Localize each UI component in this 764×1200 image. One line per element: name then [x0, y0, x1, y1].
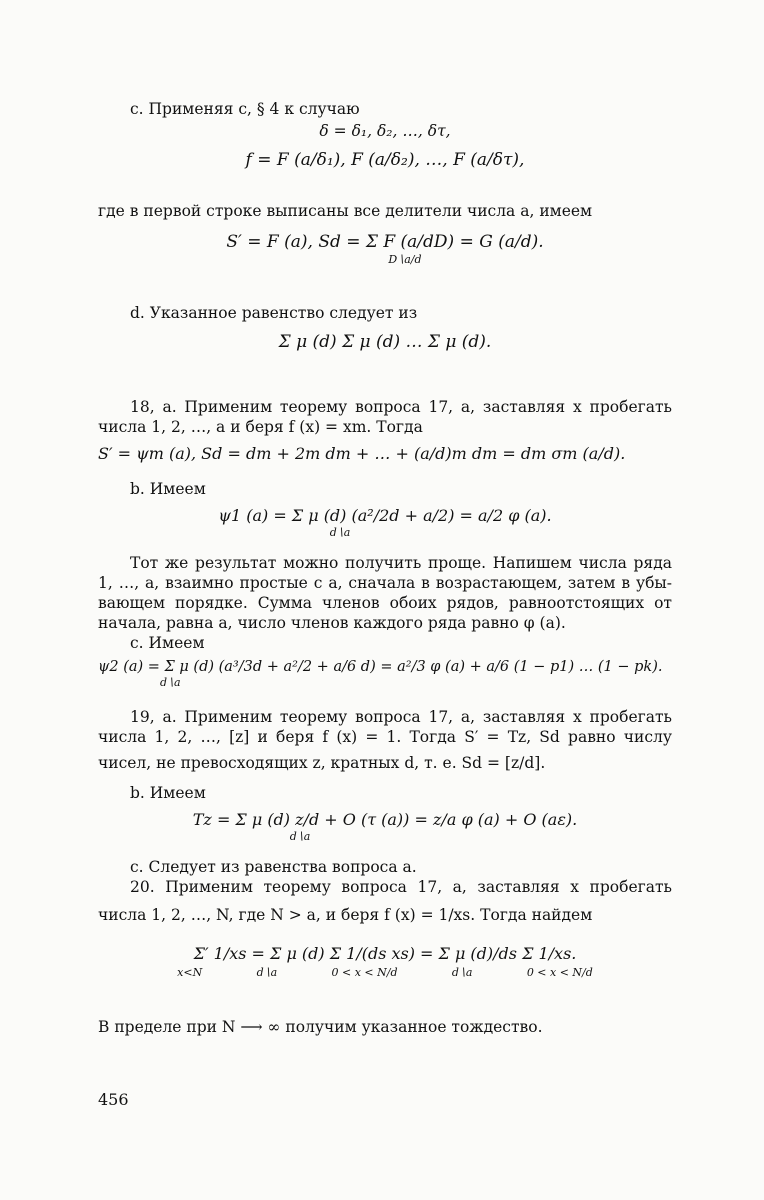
para-same-line4-text: начала, равна a, число членов каждого ряда равно φ (a).: [98, 614, 566, 632]
formula-psi1-text: ψ1 (a) = Σ μ (d) (a²/2d + a/2) = a/2 φ (a).: [218, 506, 552, 525]
para-same-line3-text: вающем порядке. Сумма членов обоих рядов, равноотстоящих от: [98, 594, 672, 612]
para-limit-text: В пределе при N ⟶ ∞ получим указанное тождество.: [98, 1018, 543, 1036]
formula-s: [98, 232, 672, 267]
para-18a-line1-text: 18, a. Применим теорему вопроса 17, a, заставляя x пробегать: [130, 398, 672, 416]
sum-limit-d-div-a-2: d∖a: [451, 966, 473, 979]
para-19a-line2-text: числа 1, 2, …, [z] и беря f (x) = 1. Тогда S′ = Tz, Sd равно числу: [98, 728, 672, 746]
sum-limit-tz: d∖a: [289, 830, 311, 843]
formula-mu-sum-text: Σ μ (d) Σ μ (d) … Σ μ (d).: [278, 332, 492, 352]
para-limit: [98, 1018, 672, 1037]
formula-delta-text: δ = δ₁, δ₂, …, δτ,: [319, 122, 451, 140]
formula-tz-text: Tz = Σ μ (d) z/d + O (τ (a)) = z/a φ (a) + O (aε).: [192, 810, 578, 829]
para-18b: [98, 480, 672, 499]
para-19b-text: b. Имеем: [130, 784, 206, 802]
para-same-line1-text: Тот же результат можно получить проще. Напишем числа ряда: [130, 554, 672, 572]
para-same-line4: [98, 614, 672, 633]
para-c-intro: [98, 100, 672, 119]
para-19a-line3: [98, 754, 672, 773]
para-divisors: [98, 202, 672, 221]
formula-psi2-text: ψ2 (a) = Σ μ (d) (a³/3d + a²/2 + a/6 d) = a²/3 φ (a) + a/6 (1 − p1) … (1 − pk).: [98, 659, 663, 675]
para-same-line2: [98, 574, 672, 593]
para-20-line1-text: 20. Применим теорему вопроса 17, a, заставляя x пробегать: [130, 878, 672, 896]
para-divisors-text: где в первой строке выписаны все делители числа a, имеем: [98, 202, 593, 220]
sum-limit-D: D∖a/d: [388, 253, 422, 267]
formula-final-sum-text: Σ′ 1/xs = Σ μ (d) Σ 1/(ds xs) = Σ μ (d)/ds Σ 1/xs.: [193, 944, 577, 963]
formula-psi2: [98, 658, 672, 690]
para-20-line2: [98, 906, 672, 925]
para-18b-text: b. Имеем: [130, 480, 206, 498]
para-19a-line1-text: 19, a. Применим теорему вопроса 17, a, заставляя x пробегать: [130, 708, 672, 726]
sum-limit-d-div-a-1: d∖a: [256, 966, 278, 979]
para-19a-line2: [98, 728, 672, 747]
formula-tz: [98, 810, 672, 844]
formula-delta: [98, 122, 672, 141]
para-d-intro-text: d. Указанное равенство следует из: [130, 304, 418, 322]
para-18c-text: c. Имеем: [130, 634, 205, 652]
formula-mu-sum: [98, 332, 672, 353]
formula-s-text: S′ = F (a), Sd = Σ F (a/dD) = G (a/d).: [226, 232, 544, 252]
sum-limits-final: [150, 966, 620, 980]
sum-limit-zero-x-2: 0 < x < N/d: [526, 966, 593, 979]
formula-s18: [98, 444, 672, 464]
para-18c: [98, 634, 672, 653]
para-same-line3: [98, 594, 672, 613]
formula-s18-text: S′ = ψm (a), Sd = dm + 2m dm + … + (a/d)m dm = dm σm (a/d).: [98, 444, 626, 463]
formula-final-sum: [98, 944, 672, 980]
para-d-intro: [98, 304, 672, 323]
formula-psi1: [98, 506, 672, 540]
sum-limit-zero-x-1: 0 < x < N/d: [331, 966, 398, 979]
sum-limit-psi2: d∖a: [160, 676, 181, 690]
formula-f: [98, 150, 672, 171]
para-c-intro-text: c. Применяя c, § 4 к случаю: [130, 100, 360, 118]
para-18a-line2-text: числа 1, 2, …, a и беря f (x) = xm. Тогда: [98, 418, 423, 436]
para-same-line1: [98, 554, 672, 573]
para-20-line2-text: числа 1, 2, …, N, где N > a, и беря f (x) = 1/xs. Тогда найдем: [98, 906, 593, 924]
para-19b: [98, 784, 672, 803]
page-number: 456: [98, 1090, 129, 1109]
formula-f-text: f = F (a/δ₁), F (a/δ₂), …, F (a/δτ),: [245, 150, 525, 170]
para-same-line2-text: 1, …, a, взаимно простые с a, сначала в возрастающем, затем в убы-: [98, 574, 672, 592]
para-19c: [98, 858, 672, 877]
sum-limit-x-lt-N: x<N: [177, 966, 203, 979]
sum-limit-psi1: d∖a: [329, 526, 351, 539]
para-19c-text: c. Следует из равенства вопроса a.: [130, 858, 417, 876]
para-20-line1: [98, 878, 672, 897]
para-19a-line3-text: чисел, не превосходящих z, кратных d, т. е. Sd = [z/d].: [98, 754, 546, 772]
para-19a-line1: [98, 708, 672, 727]
para-18a-line2: [98, 418, 672, 437]
para-18a-line1: [98, 398, 672, 417]
